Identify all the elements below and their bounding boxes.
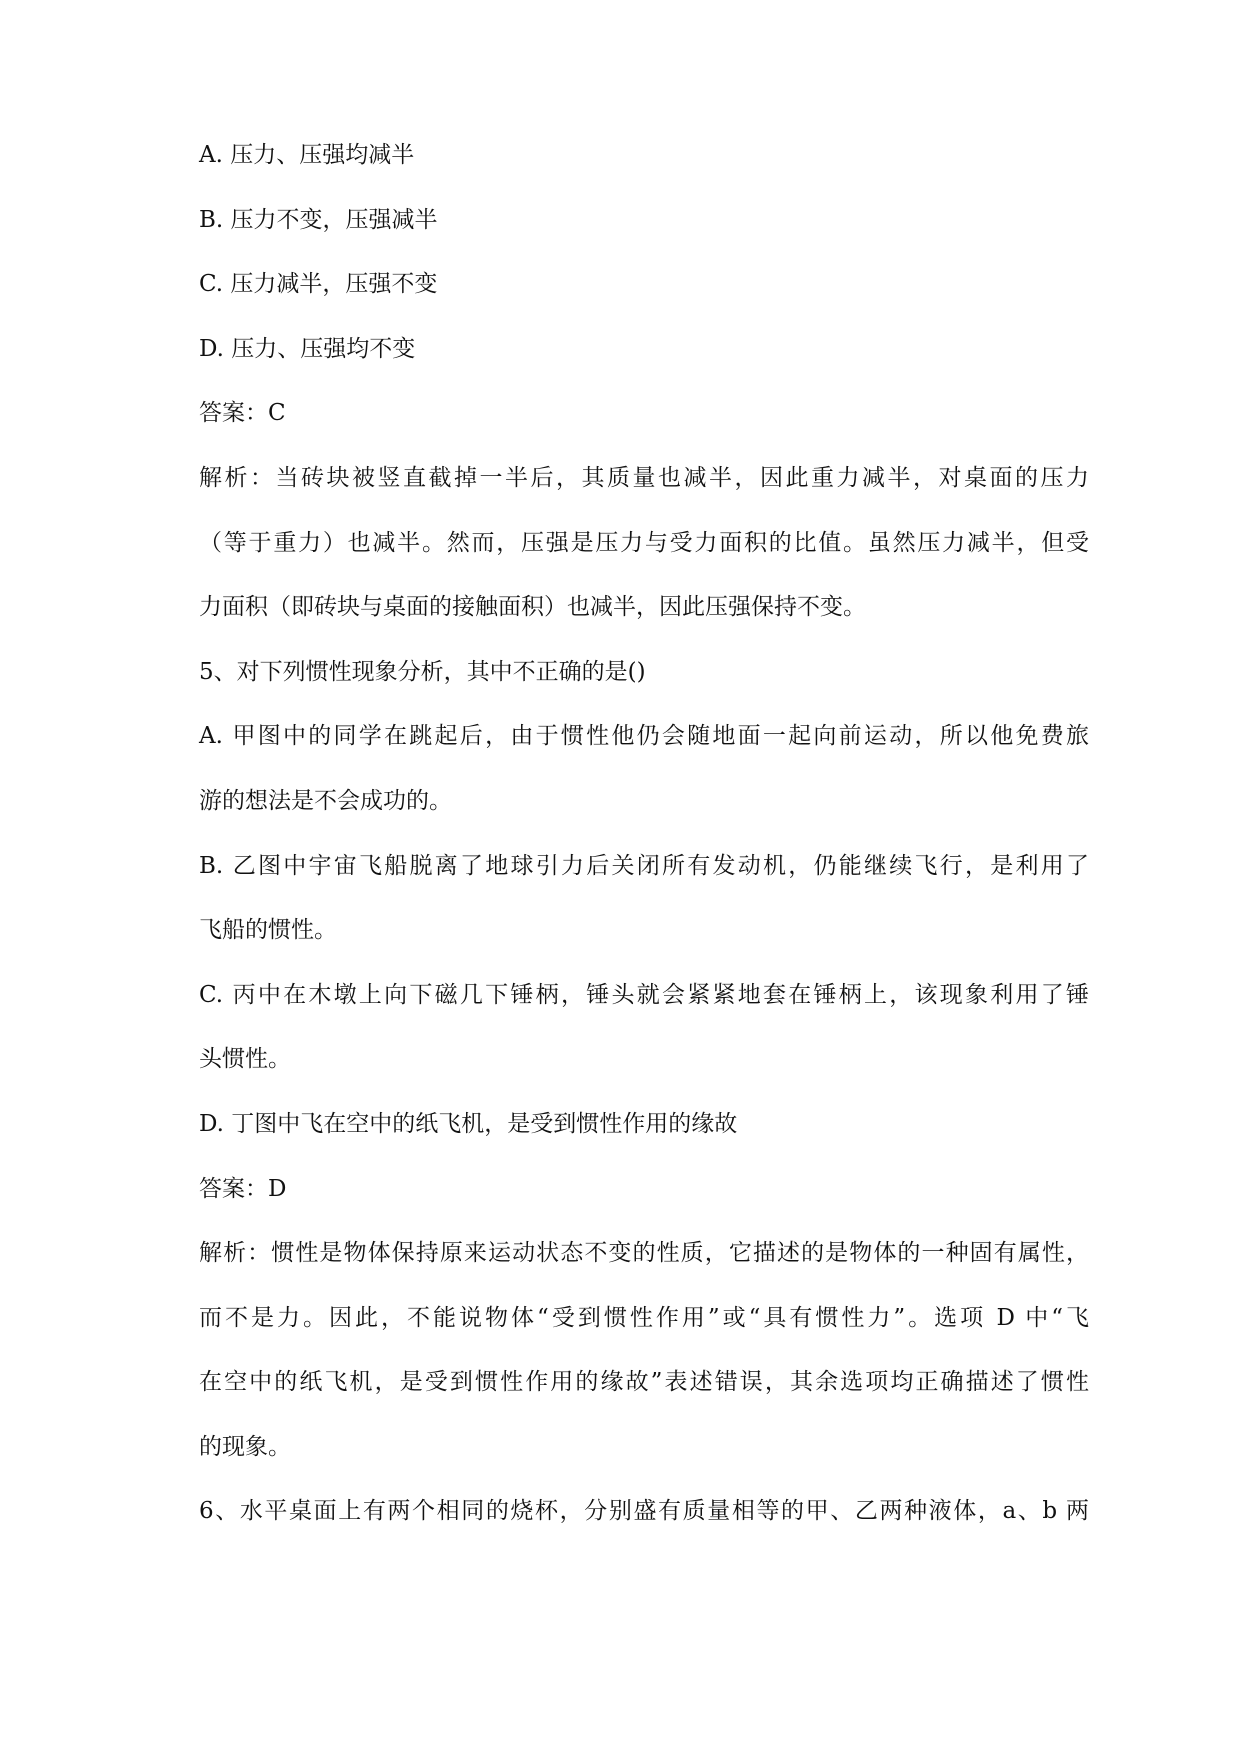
q5-analysis-line: 的现象。 xyxy=(199,1433,291,1460)
q5-option-c-line: C. 丙中在木墩上向下磁几下锤柄，锤头就会紧紧地套在锤柄上，该现象利用了锤 xyxy=(199,981,1089,1008)
q5-option-c-line: 头惯性。 xyxy=(199,1046,291,1073)
q4-analysis-line: 力面积（即砖块与桌面的接触面积）也减半，因此压强保持不变。 xyxy=(199,594,866,621)
q6-stem-line: 6、水平桌面上有两个相同的烧杯，分别盛有质量相等的甲、乙两种液体，a、b 两 xyxy=(199,1498,1089,1525)
q5-option-b-line: B. 乙图中宇宙飞船脱离了地球引力后关闭所有发动机，仍能继续飞行，是利用了 xyxy=(199,852,1089,879)
q5-answer: 答案：D xyxy=(199,1175,287,1202)
q5-option-a-line: A. 甲图中的同学在跳起后，由于惯性他仍会随地面一起向前运动，所以他免费旅 xyxy=(199,723,1089,750)
q5-option-a-line: 游的想法是不会成功的。 xyxy=(199,787,452,814)
q4-analysis-line: （等于重力）也减半。然而，压强是压力与受力面积的比值。虽然压力减半，但受 xyxy=(199,529,1089,556)
q4-option-a: A. 压力、压强均减半 xyxy=(199,142,415,168)
q5-analysis-line: 解析：惯性是物体保持原来运动状态不变的性质，它描述的是物体的一种固有属性， xyxy=(199,1240,1089,1267)
q5-option-b-line: 飞船的惯性。 xyxy=(199,917,337,944)
q5-analysis-line: 而不是力。因此，不能说物体“受到惯性作用”或“具有惯性力”。选项 D 中“飞 xyxy=(199,1304,1089,1331)
page-content xyxy=(199,140,1099,1561)
q4-answer: 答案：C xyxy=(199,400,286,427)
q4-analysis-line: 解析：当砖块被竖直截掉一半后，其质量也减半，因此重力减半，对桌面的压力 xyxy=(199,464,1089,491)
q5-option-d: D. 丁图中飞在空中的纸飞机，是受到惯性作用的缘故 xyxy=(199,1110,738,1137)
q4-option-c: C. 压力减半，压强不变 xyxy=(199,271,438,298)
q4-option-b: B. 压力不变，压强减半 xyxy=(199,206,438,233)
q4-option-d: D. 压力、压强均不变 xyxy=(199,335,416,362)
q5-stem: 5、对下列惯性现象分析，其中不正确的是() xyxy=(199,658,646,685)
q5-analysis-line: 在空中的纸飞机，是受到惯性作用的缘故”表述错误，其余选项均正确描述了惯性 xyxy=(199,1369,1089,1396)
